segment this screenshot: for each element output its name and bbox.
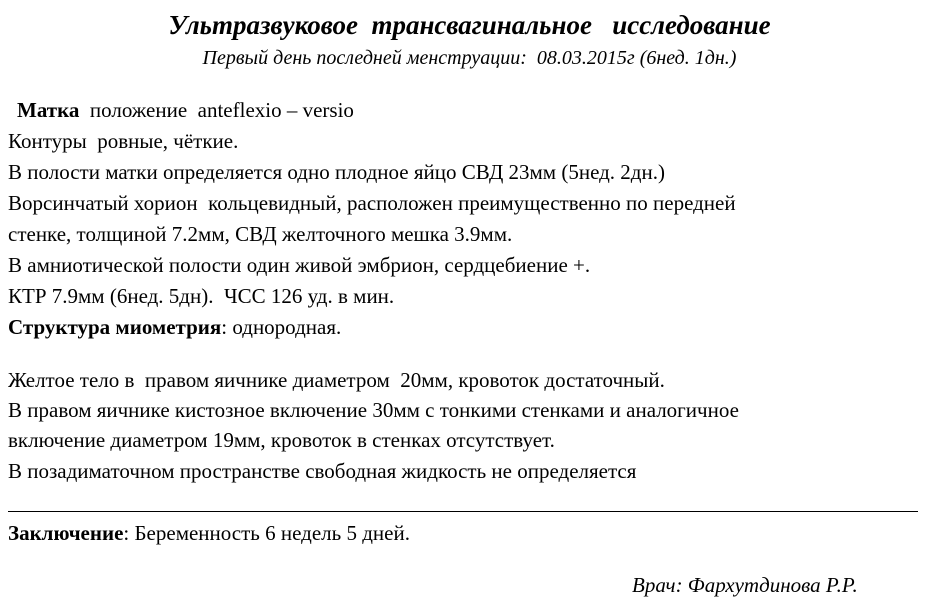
separator-rule: [8, 511, 918, 512]
conclusion-text: : Беременность 6 недель 5 дней.: [123, 521, 410, 545]
conclusion-line: [8, 519, 410, 547]
doctor-signature: Врач: Фархутдинова Р.Р.: [632, 573, 858, 597]
contours-line: Контуры ровные, чёткие.: [8, 129, 239, 153]
uterus-position-line: [17, 96, 354, 124]
ktr-line: КТР 7.9мм (6нед. 5дн). ЧСС 126 уд. в мин.: [8, 284, 395, 308]
cyst-line-2: включение диаметром 19мм, кровоток в стенках отсутствует.: [8, 428, 555, 452]
document-title: Ультразвуковое трансвагинальное исследование: [168, 10, 771, 40]
conclusion-label: Заключение: [8, 521, 124, 545]
embryo-line: В амниотической полости один живой эмбрион, сердцебиение +.: [8, 253, 591, 277]
chorion-line-1: Ворсинчатый хорион кольцевидный, расположен преимущественно по передней: [8, 191, 736, 215]
chorion-line-2: стенке, толщиной 7.2мм, СВД желточного мешка 3.9мм.: [8, 222, 513, 246]
ovum-line: В полости матки определяется одно плодное яйцо СВД 23мм (5нед. 2дн.): [8, 160, 665, 184]
corpus-luteum-line: Желтое тело в правом яичнике диаметром 20мм, кровоток достаточный.: [8, 368, 665, 392]
free-fluid-line: В позадиматочном пространстве свободная жидкость не определяется: [8, 459, 637, 483]
myometrium-line: [8, 313, 341, 341]
myometrium-label: Структура миометрия: [8, 315, 222, 339]
myometrium-value: : однородная.: [221, 315, 342, 339]
uterus-position-text: положение anteflexio – versio: [79, 98, 354, 122]
last-menstruation-date: Первый день последней менструации: 08.03.2015г (6нед. 1дн.): [202, 47, 737, 69]
uterus-label: Матка: [17, 98, 80, 122]
cyst-line-1: В правом яичнике кистозное включение 30мм с тонкими стенками и аналогичное: [8, 398, 739, 422]
